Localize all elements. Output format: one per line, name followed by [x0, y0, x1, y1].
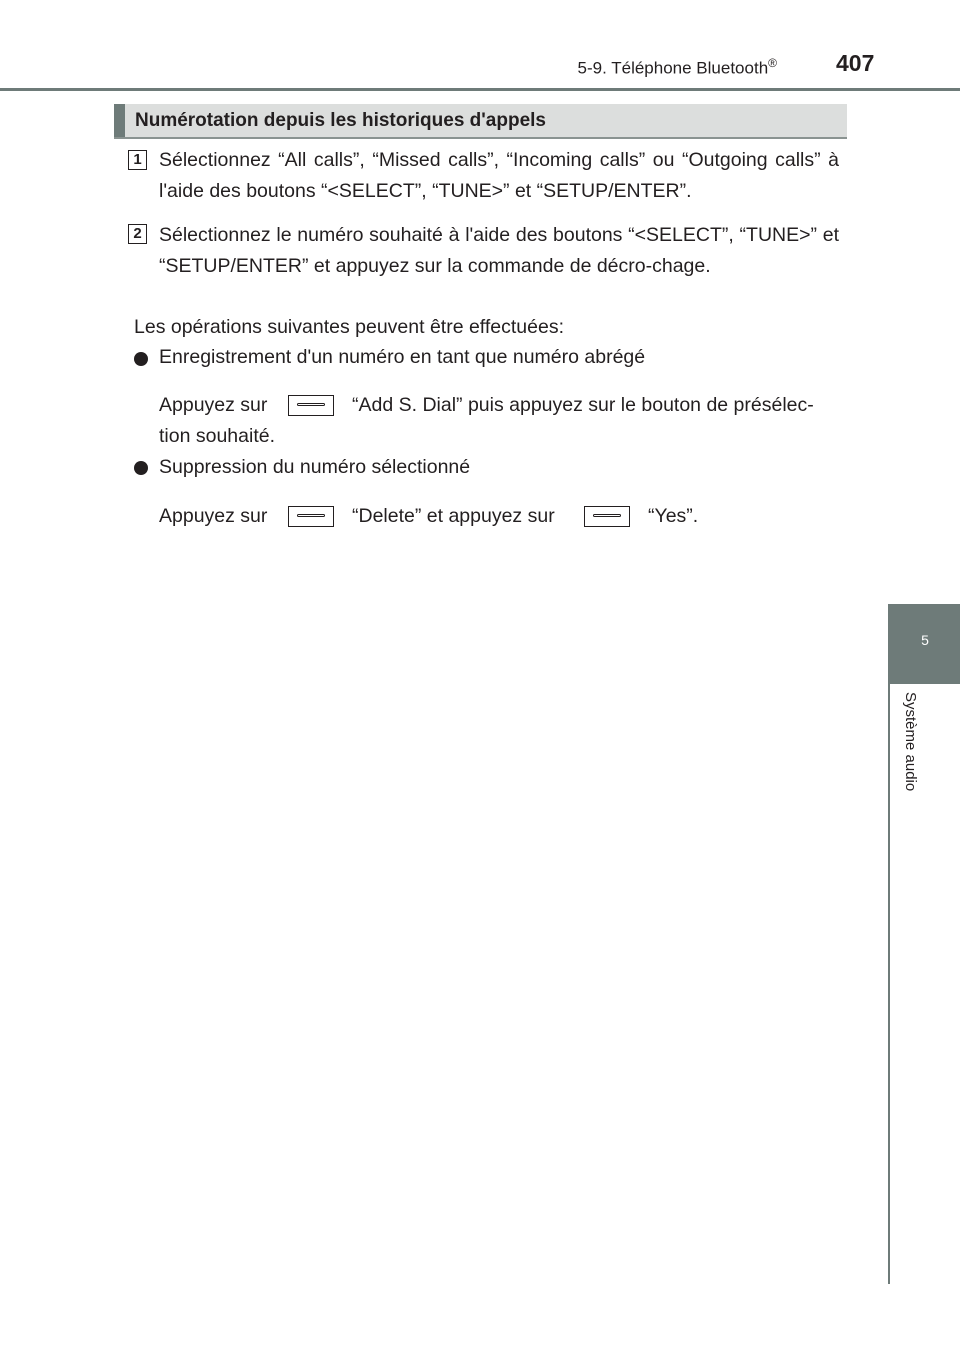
section-heading-accent — [114, 104, 125, 137]
bullet-icon — [134, 352, 148, 366]
chapter-title-text: 5-9. Téléphone Bluetooth — [577, 58, 769, 78]
operation-1-prefix: Appuyez sur — [159, 394, 268, 416]
chapter-title — [578, 56, 777, 79]
operation-2-middle: “Delete” et appuyez sur — [352, 505, 555, 527]
side-tab-label: Système audio — [902, 692, 919, 792]
page-number: 407 — [836, 50, 875, 76]
chapter-side-tab — [890, 604, 960, 684]
side-tab-number: 5 — [921, 632, 929, 648]
side-tab-divider — [888, 604, 890, 1284]
operation-2-prefix: Appuyez sur — [159, 505, 268, 527]
step-1-text: Sélectionnez “All calls”, “Missed calls”, “Incoming calls” ou “Outgoing calls” à l'aide des boutons “<SELECT”, “TUNE>” et “SETUP/ENTER”. — [159, 149, 839, 202]
preset-button-icon — [288, 506, 334, 527]
operation-1-instruction-cont: tion souhaité. — [159, 425, 276, 447]
operation-2-title: Suppression du numéro sélectionné — [159, 456, 471, 478]
section-title: Numérotation depuis les historiques d'appels — [135, 110, 546, 131]
operations-intro: Les opérations suivantes peuvent être effectuées: — [134, 316, 565, 338]
header-divider — [0, 88, 960, 91]
section-heading — [114, 104, 847, 139]
step-1-badge: 1 — [128, 150, 147, 170]
operation-2-suffix: “Yes”. — [648, 505, 699, 527]
registered-mark: ® — [768, 56, 777, 70]
step-2-badge: 2 — [128, 224, 147, 244]
operation-1-instruction: “Add S. Dial” puis appuyez sur le bouton de présélec- — [352, 394, 814, 416]
preset-button-icon — [288, 395, 334, 416]
preset-button-icon — [584, 506, 630, 527]
bullet-icon — [134, 461, 148, 475]
step-2-text: Sélectionnez le numéro souhaité à l'aide des boutons “<SELECT”, “TUNE>” et “SETUP/ENTER” et appuyez sur la commande de décro-chage. — [159, 224, 839, 277]
operation-1-title: Enregistrement d'un numéro en tant que numéro abrégé — [159, 346, 646, 368]
